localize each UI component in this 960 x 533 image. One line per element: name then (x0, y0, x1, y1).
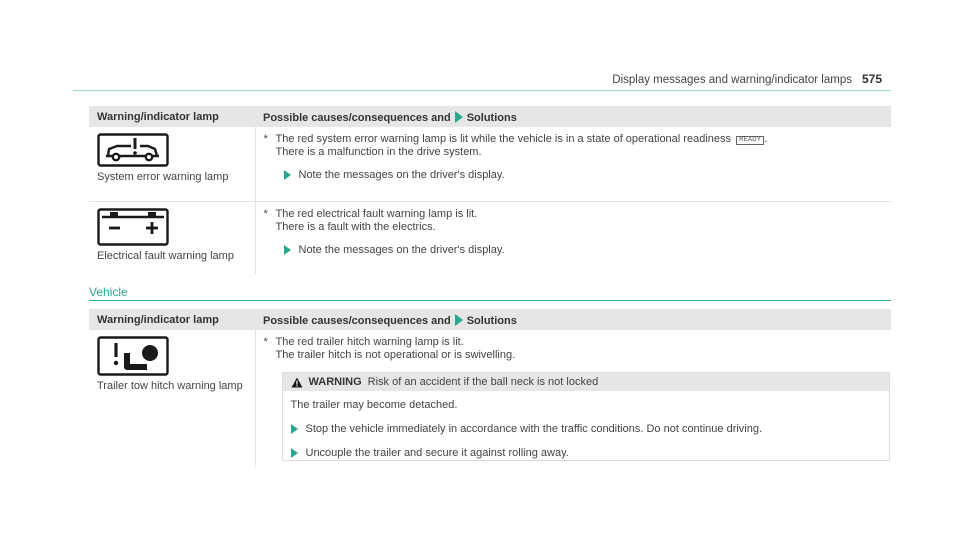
step-arrow-icon (284, 170, 291, 180)
lamp-cell (89, 127, 255, 202)
running-header-title: Display messages and warning/indicator lamps (612, 74, 852, 86)
warning-triangle-icon (291, 377, 303, 388)
cause-text: * The red system error warning lamp is lit while the vehicle is in a state of operational readiness READY . There is a malfunction in the drive system. (263, 133, 768, 158)
table-row (89, 330, 891, 467)
header-rule (73, 90, 891, 91)
ready-icon: READY (736, 136, 764, 145)
system-error-car-icon (97, 133, 169, 167)
lamp-label: Electrical fault warning lamp (97, 250, 234, 262)
col-header-causes: Possible causes/consequences and Solutions (255, 309, 891, 330)
section-rule (89, 300, 891, 301)
cause-cell (255, 330, 891, 467)
section-title: Vehicle (89, 285, 128, 299)
solution-step: Note the messages on the driver's display. (264, 168, 884, 182)
warning-lamp-table-2 (89, 309, 891, 467)
table-row (89, 127, 891, 202)
table-header-row (89, 106, 891, 127)
lamp-cell (89, 202, 255, 275)
warning-body-text: The trailer may become detached. (290, 399, 458, 411)
col-header-lamp: Warning/indicator lamp (89, 309, 255, 330)
lamp-cell (89, 330, 255, 467)
col-header-causes: Possible causes/consequences and Solutions (255, 106, 891, 127)
warning-title: Risk of an accident if the ball neck is not locked (367, 376, 599, 388)
cause-text: * The red trailer hitch warning lamp is lit. The trailer hitch is not operational or is swivelling. (263, 336, 516, 361)
cause-cell (255, 202, 891, 275)
solution-step: Note the messages on the driver's display. (264, 243, 884, 257)
warning-body (283, 391, 889, 460)
arrow-right-icon (455, 111, 463, 123)
page-number: 575 (861, 72, 882, 86)
battery-icon (97, 208, 169, 246)
cause-cell (255, 127, 891, 202)
warning-header (283, 373, 889, 391)
warning-label: WARNING (308, 376, 362, 388)
step-arrow-icon (291, 448, 298, 458)
warning-lamp-table-1 (89, 106, 891, 274)
table-row (89, 202, 891, 275)
cause-text: * The red electrical fault warning lamp is lit. There is a fault with the electrics. (263, 208, 478, 233)
warning-box (282, 372, 890, 461)
lamp-label: Trailer tow hitch warning lamp (97, 380, 243, 392)
trailer-hitch-icon (97, 336, 169, 376)
arrow-right-icon (455, 314, 463, 326)
warning-step: Uncouple the trailer and secure it against rolling away. (291, 446, 881, 460)
table-header-row (89, 309, 891, 330)
running-header (612, 72, 882, 86)
step-arrow-icon (284, 245, 291, 255)
lamp-label: System error warning lamp (97, 171, 229, 183)
warning-step: Stop the vehicle immediately in accordance with the traffic conditions. Do not continue driving. (291, 422, 881, 436)
col-header-lamp: Warning/indicator lamp (89, 106, 255, 127)
step-arrow-icon (291, 424, 298, 434)
